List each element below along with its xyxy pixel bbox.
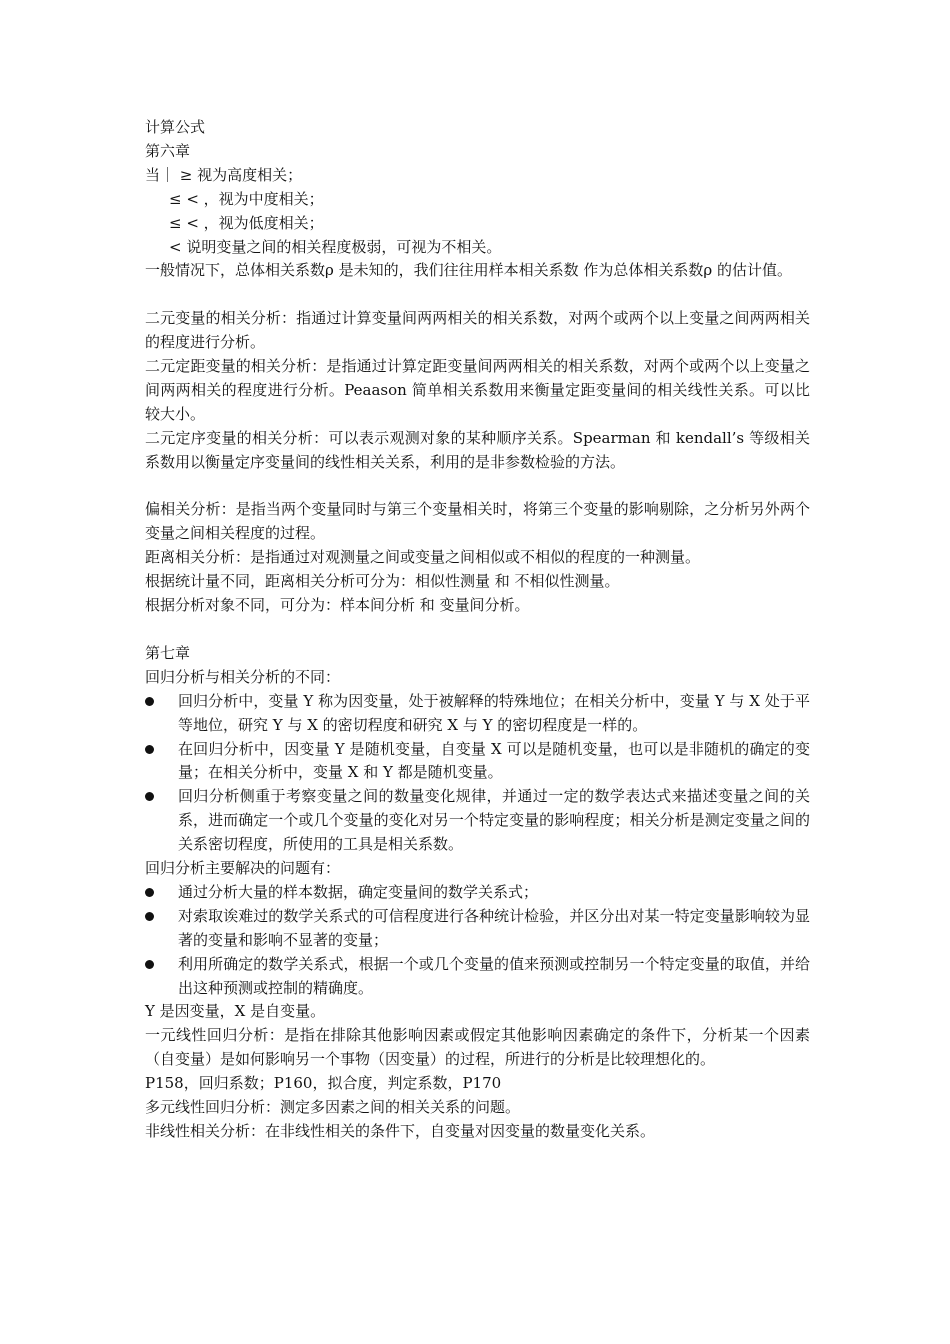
list-item: [145, 738, 810, 786]
rule-low: ≤ < ，视为低度相关；: [169, 213, 324, 232]
list-item-text: 通过分析大量的样本数据，确定变量间的数学关系式；: [178, 882, 539, 901]
spacer: [145, 283, 810, 307]
list-item-text: 利用所确定的数学关系式，根据一个或几个变量的值来预测或控制另一个特定变量的取值，并给出这种预测或控制的精确度。: [178, 954, 810, 997]
yx-line: Y 是因变量，X 是自变量。: [145, 1002, 326, 1021]
by-stat-paragraph: 根据统计量不同，距离相关分析可分为：相似性测量 和 不相似性测量。: [145, 572, 620, 591]
diff-title: 回归分析与相关分析的不同：: [145, 667, 341, 686]
chapter-7-heading: 第七章: [145, 643, 191, 662]
list-item-text: 在回归分析中，因变量 Y 是随机变量，自变量 X 可以是随机变量，也可以是非随机的确定的变量；在相关分析中，变量 X 和 Y 都是随机变量。: [178, 739, 810, 782]
bivariate-paragraph: 二元变量的相关分析：指通过计算变量间两两相关的相关系数，对两个或两个以上变量之间两两相关的程度进行分析。: [145, 309, 810, 352]
linear-paragraph: 一元线性回归分析：是指在排除其他影响因素或假定其他影响因素确定的条件下，分析某一个因素（自变量）是如何影响另一个事物（因变量）的过程，所进行的分析是比较理想化的。: [145, 1026, 810, 1069]
ordinal-paragraph: 二元定序变量的相关分析：可以表示观测对象的某种顺序关系。Spearman 和 kendall’s 等级相关系数用以衡量定序变量间的线性相关关系，利用的是非参数检验的方法。: [145, 428, 810, 471]
list-item: [145, 785, 810, 857]
distance-paragraph: 距离相关分析：是指通过对观测量之间或变量之间相似或不相似的程度的一种测量。: [145, 548, 701, 567]
diff-list: [145, 690, 810, 857]
formula-heading: 计算公式: [145, 118, 206, 136]
list-item-text: 对索取诶难过的数学关系式的可信程度进行各种统计检验，并区分出对某一特定变量影响较为显著的变量和影响不显著的变量；: [178, 906, 810, 949]
rho-paragraph: 一般情况下，总体相关系数ρ 是未知的，我们往往用样本相关系数 作为总体相关系数ρ 的估计值。: [145, 261, 792, 280]
pages-line: P158，回归系数；P160，拟合度，判定系数，P170: [145, 1074, 502, 1093]
list-item: [145, 881, 810, 905]
rule-high: 当｜ ≥ 视为高度相关；: [145, 165, 303, 184]
rule-medium: ≤ < ，视为中度相关；: [169, 189, 324, 208]
chapter-6-heading: 第六章: [145, 141, 191, 160]
by-object-paragraph: 根据分析对象不同，可分为：样本间分析 和 变量间分析。: [145, 596, 530, 615]
document-body: [145, 116, 810, 1144]
list-item: [145, 953, 810, 1001]
list-item: [145, 690, 810, 738]
interval-paragraph: 二元定距变量的相关分析：是指通过计算定距变量间两两相关的相关系数，对两个或两个以上变量之间两两相关的程度进行分析。Peaason 简单相关系数用来衡量定距变量间的相关线性关系。可以比较大小。: [145, 357, 810, 423]
spacer: [145, 475, 810, 499]
nonlinear-paragraph: 非线性相关分析：在非线性相关的条件下，自变量对因变量的数量变化关系。: [145, 1122, 656, 1141]
solve-list: [145, 881, 810, 1001]
bullet-icon: [145, 697, 154, 706]
spacer: [145, 618, 810, 642]
bullet-icon: [145, 888, 154, 897]
list-item-text: 回归分析侧重于考察变量之间的数量变化规律，并通过一定的数学表达式来描述变量之间的关系，进而确定一个或几个变量的变化对另一个特定变量的影响程度；相关分析是测定变量之间的关系密切程度，所使用的工具是相关系数。: [178, 787, 810, 854]
bullet-icon: [145, 912, 154, 921]
bullet-icon: [145, 792, 154, 801]
list-item-text: 回归分析中，变量 Y 称为因变量，处于被解释的特殊地位；在相关分析中，变量 Y 与 X 处于平等地位，研究 Y 与 X 的密切程度和研究 X 与 Y 的密切程度是一样的。: [178, 691, 810, 734]
bullet-icon: [145, 960, 154, 969]
rule-none: < 说明变量之间的相关程度极弱，可视为不相关。: [169, 237, 502, 256]
partial-paragraph: 偏相关分析：是指当两个变量同时与第三个变量相关时，将第三个变量的影响剔除，之分析另外两个变量之间相关程度的过程。: [145, 500, 810, 543]
solve-title: 回归分析主要解决的问题有：: [145, 859, 341, 878]
multi-paragraph: 多元线性回归分析：测定多因素之间的相关关系的问题。: [145, 1098, 521, 1117]
list-item: [145, 905, 810, 953]
bullet-icon: [145, 745, 154, 754]
